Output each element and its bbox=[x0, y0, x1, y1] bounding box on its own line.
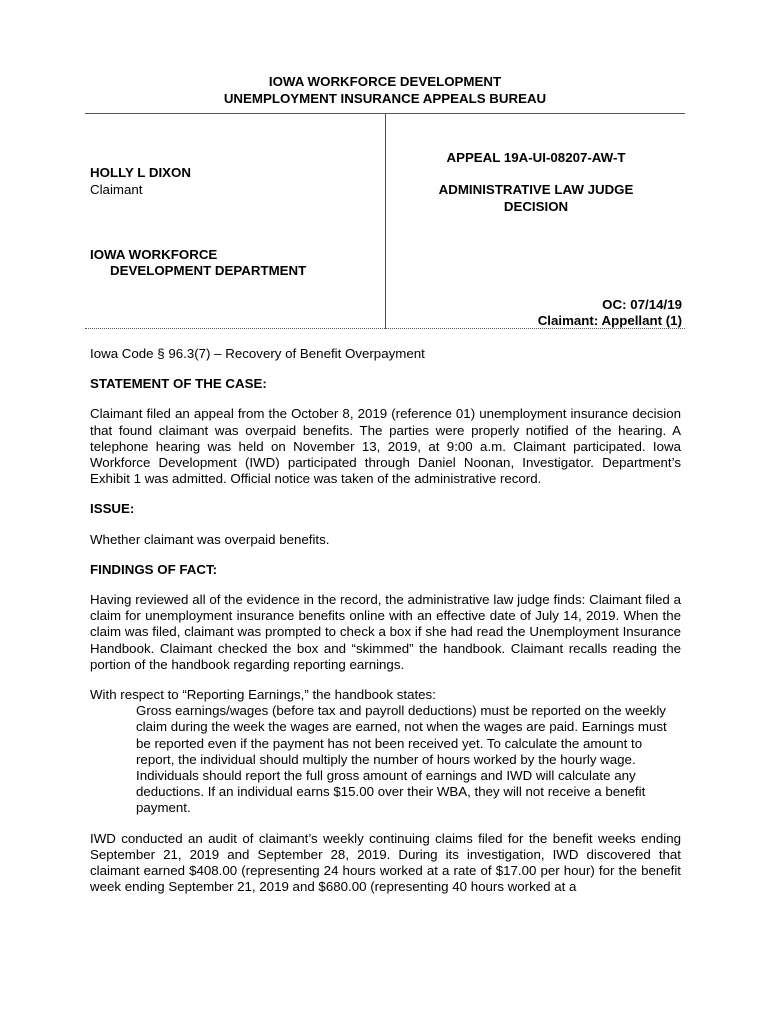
issue-heading: ISSUE: bbox=[90, 501, 135, 517]
appeal-number: APPEAL 19A-UI-08207-AW-T bbox=[446, 150, 626, 165]
claimant-role: Claimant bbox=[90, 182, 143, 197]
employer-name-line2: DEVELOPMENT DEPARTMENT bbox=[110, 263, 307, 278]
decision-title-line2: DECISION bbox=[503, 199, 569, 214]
agency-name: IOWA WORKFORCE DEVELOPMENT bbox=[268, 74, 502, 89]
findings-heading: FINDINGS OF FACT: bbox=[90, 561, 218, 577]
document-header bbox=[0, 73, 770, 107]
employer-name-line1: IOWA WORKFORCE bbox=[90, 247, 218, 262]
claimant-name: HOLLY L DIXON bbox=[90, 165, 191, 180]
code-reference: Iowa Code § 96.3(7) – Recovery of Benefit Overpayment bbox=[90, 346, 425, 361]
findings-paragraph: Having reviewed all of the evidence in the record, the administrative law judge finds: Claimant filed a claim for unemployment insurance benefits online with an effective date of July 14, 2019. When the claim was filed, claimant was prompted to check a box if she had read the Unemployment Insurance Handbook. Claimant checked the box and “skimmed” the handbook. Claimant recalls reading the portion of the handbook regarding reporting earnings. bbox=[90, 592, 681, 672]
statement-paragraph: Claimant filed an appeal from the October 8, 2019 (reference 01) unemployment insurance decision that found claimant was overpaid benefits. The parties were properly notified of the hearing. A telephone hearing was held on November 13, 2019, at 9:00 a.m. Claimant participated. Iowa Workforce Development (IWD) participated through Daniel Noonan, Investigator. Department’s Exhibit 1 was admitted. Official notice was taken of the administrative record. bbox=[90, 406, 681, 487]
appellant-party: Claimant: Appellant (1) bbox=[537, 313, 682, 328]
decision-title-line1: ADMINISTRATIVE LAW JUDGE bbox=[438, 182, 634, 197]
handbook-quote: Gross earnings/wages (before tax and payroll deductions) must be reported on the weekly claim during the week the wages are earned, not when the wages are paid. Earnings must be reported even if the payment has not been received yet. To calculate the amount to report, the individual should multiply the number of hours worked by the hourly wage. Individuals should report the full gross amount of earnings and IWD will calculate any deductions. If an individual earns $15.00 over their WBA, they will not receive a benefit payment. bbox=[136, 703, 667, 816]
statement-heading: STATEMENT OF THE CASE: bbox=[90, 376, 267, 392]
oc-date: OC: 07/14/19 bbox=[602, 297, 682, 312]
decision-body bbox=[90, 346, 681, 909]
audit-paragraph: IWD conducted an audit of claimant’s weekly continuing claims filed for the benefit weeks ending September 21, 2019 and September 28, 2019. During its investigation, IWD discovered that claimant earned $408.00 (representing 24 hours worked at a rate of $17.00 per hour) for the benefit week ending September 21, 2019 and $680.00 (representing 40 hours worked at a bbox=[90, 830, 681, 895]
decision-title bbox=[386, 181, 686, 215]
issue-paragraph: Whether claimant was overpaid benefits. bbox=[90, 531, 330, 547]
handbook-intro: With respect to “Reporting Earnings,” the handbook states: bbox=[90, 687, 436, 703]
bureau-name: UNEMPLOYMENT INSURANCE APPEALS BUREAU bbox=[223, 91, 547, 106]
